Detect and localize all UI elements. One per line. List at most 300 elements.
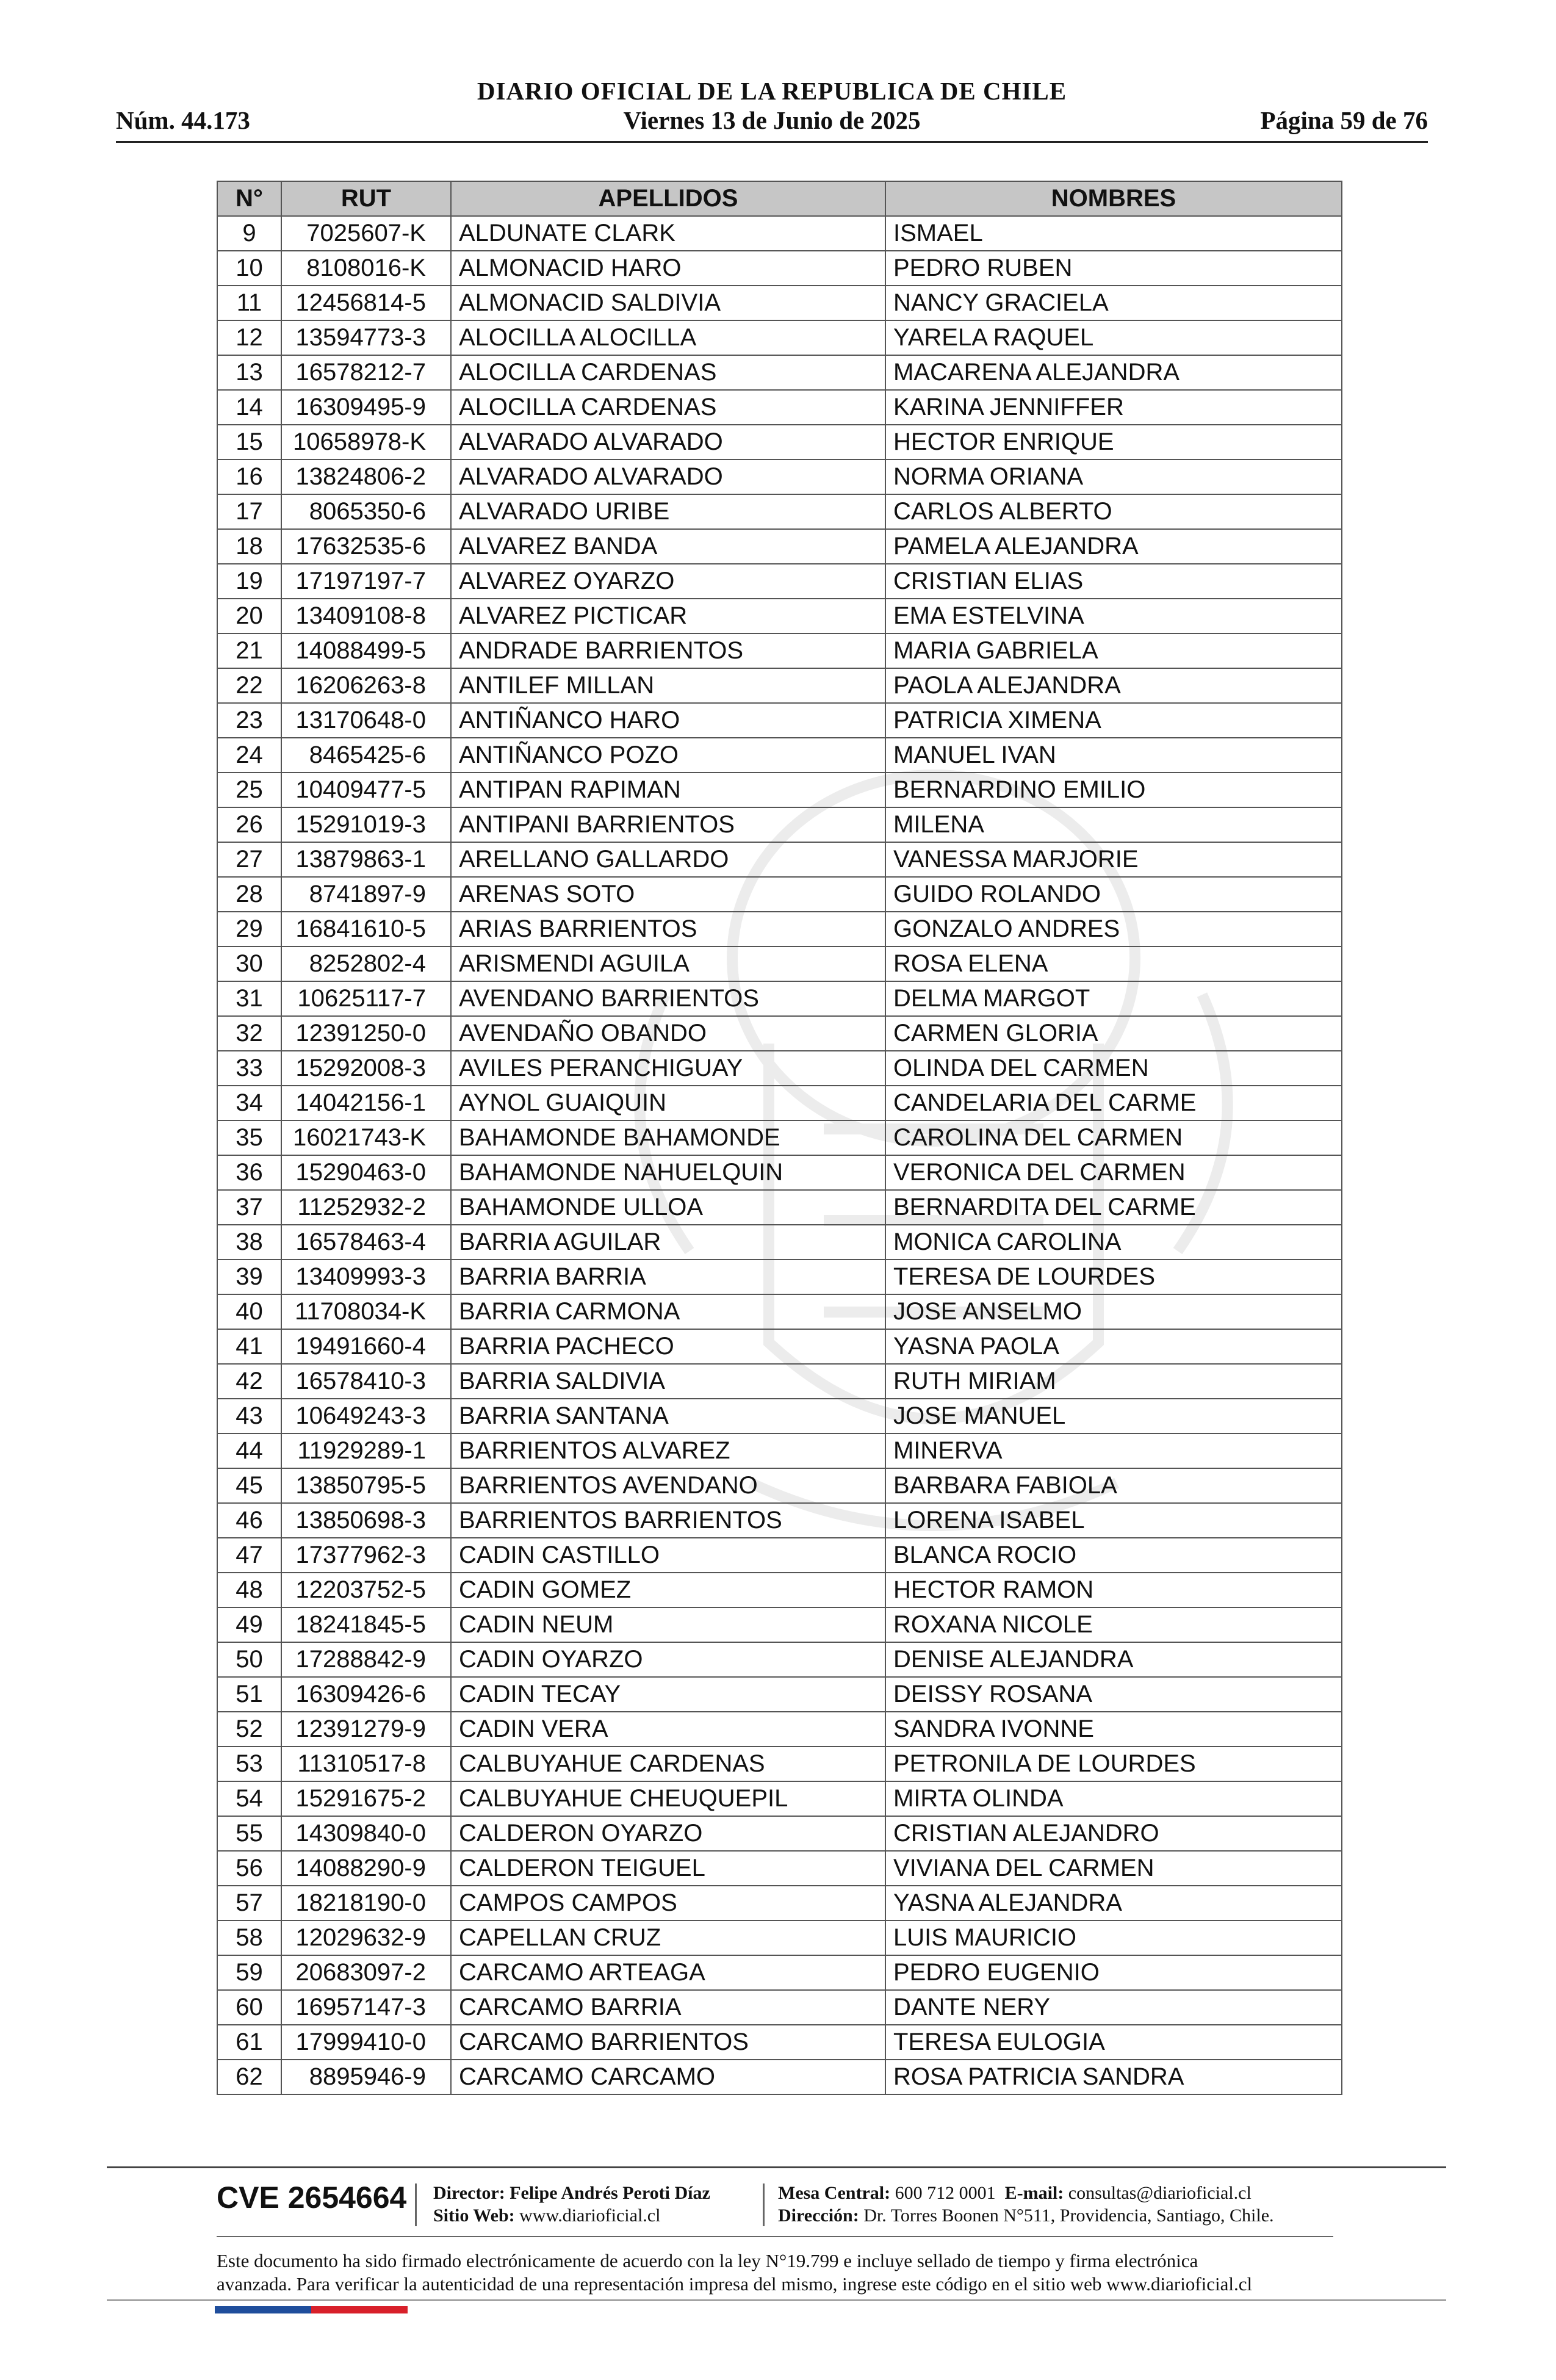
column-header-apellidos: APELLIDOS (451, 181, 885, 216)
row-number-cell: 44 (217, 1433, 281, 1468)
row-number-cell: 23 (217, 703, 281, 738)
rut-cell: 13879863-1 (281, 842, 451, 877)
rut-cell: 14042156-1 (281, 1086, 451, 1120)
table-row (217, 1677, 1342, 1712)
nombres-cell: PEDRO EUGENIO (885, 1955, 1342, 1990)
row-number-cell: 43 (217, 1399, 281, 1433)
nombres-cell: BERNARDITA DEL CARME (885, 1190, 1342, 1225)
rut-cell: 8465425-6 (281, 738, 451, 773)
rut-cell: 8741897-9 (281, 877, 451, 912)
rut-cell: 18241845-5 (281, 1607, 451, 1642)
rut-cell: 8065350-6 (281, 494, 451, 529)
rut-cell: 10625117-7 (281, 981, 451, 1016)
nombres-cell: OLINDA DEL CARMEN (885, 1051, 1342, 1086)
rut-cell: 16578410-3 (281, 1364, 451, 1399)
nombres-cell: BLANCA ROCIO (885, 1538, 1342, 1573)
row-number-cell: 62 (217, 2060, 281, 2094)
nombres-cell: DANTE NERY (885, 1990, 1342, 2025)
apellidos-cell: BAHAMONDE BAHAMONDE (451, 1120, 885, 1155)
table-row (217, 633, 1342, 668)
nombres-cell: BARBARA FABIOLA (885, 1468, 1342, 1503)
rut-cell: 11252932-2 (281, 1190, 451, 1225)
rut-cell: 16309495-9 (281, 390, 451, 425)
rut-cell: 11929289-1 (281, 1433, 451, 1468)
footer-separator (763, 2183, 765, 2226)
row-number-cell: 45 (217, 1468, 281, 1503)
rut-cell: 13409108-8 (281, 599, 451, 633)
nombres-cell: ROSA ELENA (885, 947, 1342, 981)
publication-title: DIARIO OFICIAL DE LA REPUBLICA DE CHILE (477, 77, 1067, 105)
rut-cell: 14088499-5 (281, 633, 451, 668)
row-number-cell: 48 (217, 1573, 281, 1607)
apellidos-cell: ANTIÑANCO POZO (451, 738, 885, 773)
rut-cell: 10409477-5 (281, 773, 451, 807)
rut-cell: 16021743-K (281, 1120, 451, 1155)
table-row (217, 703, 1342, 738)
nombres-cell: CAROLINA DEL CARMEN (885, 1120, 1342, 1155)
table-row (217, 773, 1342, 807)
email-label: E-mail: (1004, 2183, 1064, 2203)
apellidos-cell: CADIN TECAY (451, 1677, 885, 1712)
rut-cell: 13170648-0 (281, 703, 451, 738)
row-number-cell: 53 (217, 1747, 281, 1781)
page-number: Página 59 de 76 (1260, 106, 1428, 134)
table-row (217, 1468, 1342, 1503)
table-row (217, 1329, 1342, 1364)
table-row (217, 2060, 1342, 2094)
table-row (217, 668, 1342, 703)
nombres-cell: ROXANA NICOLE (885, 1607, 1342, 1642)
cve-code: CVE 2654664 (217, 2180, 407, 2215)
email-link[interactable]: consultas@diarioficial.cl (1068, 2183, 1252, 2203)
rut-cell: 11708034-K (281, 1294, 451, 1329)
apellidos-cell: AVENDANO BARRIENTOS (451, 981, 885, 1016)
apellidos-cell: ANTIÑANCO HARO (451, 703, 885, 738)
row-number-cell: 25 (217, 773, 281, 807)
table-row (217, 460, 1342, 494)
footer-inner-divider (217, 2236, 1333, 2237)
header-divider (116, 141, 1428, 143)
rut-cell: 16309426-6 (281, 1677, 451, 1712)
row-number-cell: 60 (217, 1990, 281, 2025)
legal-notice (217, 2249, 1376, 2296)
apellidos-cell: CADIN CASTILLO (451, 1538, 885, 1573)
row-number-cell: 9 (217, 216, 281, 251)
table-row (217, 251, 1342, 286)
apellidos-cell: ANTIPAN RAPIMAN (451, 773, 885, 807)
mesa-label: Mesa Central: (778, 2183, 891, 2203)
row-number-cell: 54 (217, 1781, 281, 1816)
table-row (217, 564, 1342, 599)
rut-cell: 10649243-3 (281, 1399, 451, 1433)
contact-info (778, 2182, 1274, 2227)
table-row (217, 355, 1342, 390)
table-row (217, 1051, 1342, 1086)
row-number-cell: 40 (217, 1294, 281, 1329)
apellidos-cell: ALVAREZ PICTICAR (451, 599, 885, 633)
row-number-cell: 59 (217, 1955, 281, 1990)
direccion-value: Dr. Torres Boonen N°511, Providencia, Santiago, Chile. (863, 2205, 1274, 2226)
apellidos-cell: BAHAMONDE NAHUELQUIN (451, 1155, 885, 1190)
nombres-cell: MINERVA (885, 1433, 1342, 1468)
nombres-cell: YASNA PAOLA (885, 1329, 1342, 1364)
footer-divider (107, 2166, 1446, 2168)
nombres-cell: ISMAEL (885, 216, 1342, 251)
apellidos-cell: BAHAMONDE ULLOA (451, 1190, 885, 1225)
nombres-cell: CARLOS ALBERTO (885, 494, 1342, 529)
rut-cell: 13850698-3 (281, 1503, 451, 1538)
row-number-cell: 38 (217, 1225, 281, 1260)
table-row (217, 1260, 1342, 1294)
table-row (217, 1920, 1342, 1955)
table-row (217, 529, 1342, 564)
row-number-cell: 34 (217, 1086, 281, 1120)
rut-cell: 12391279-9 (281, 1712, 451, 1747)
publication-date: Viernes 13 de Junio de 2025 (623, 106, 921, 134)
row-number-cell: 17 (217, 494, 281, 529)
site-link[interactable]: www.diarioficial.cl (519, 2205, 661, 2226)
rut-cell: 17999410-0 (281, 2025, 451, 2060)
nombres-cell: PAOLA ALEJANDRA (885, 668, 1342, 703)
flag-stripe (215, 2306, 408, 2313)
apellidos-cell: BARRIA AGUILAR (451, 1225, 885, 1260)
nombres-cell: JOSE ANSELMO (885, 1294, 1342, 1329)
apellidos-cell: ARENAS SOTO (451, 877, 885, 912)
table-row (217, 1781, 1342, 1816)
apellidos-cell: BARRIA SALDIVIA (451, 1364, 885, 1399)
rut-cell: 12391250-0 (281, 1016, 451, 1051)
nombres-cell: CANDELARIA DEL CARME (885, 1086, 1342, 1120)
rut-cell: 8895946-9 (281, 2060, 451, 2094)
nombres-cell: MARIA GABRIELA (885, 633, 1342, 668)
nombres-cell: PAMELA ALEJANDRA (885, 529, 1342, 564)
director-info (433, 2182, 710, 2227)
table-row (217, 494, 1342, 529)
direccion-label: Dirección: (778, 2205, 859, 2226)
nombres-cell: HECTOR RAMON (885, 1573, 1342, 1607)
rut-cell: 10658978-K (281, 425, 451, 460)
nombres-cell: LUIS MAURICIO (885, 1920, 1342, 1955)
nombres-cell: GUIDO ROLANDO (885, 877, 1342, 912)
page-header (116, 76, 1428, 143)
row-number-cell: 20 (217, 599, 281, 633)
director-name: Felipe Andrés Peroti Díaz (510, 2183, 710, 2203)
rut-cell: 17632535-6 (281, 529, 451, 564)
apellidos-cell: CALDERON OYARZO (451, 1816, 885, 1851)
row-number-cell: 46 (217, 1503, 281, 1538)
nombres-cell: MANUEL IVAN (885, 738, 1342, 773)
apellidos-cell: BARRIA CARMONA (451, 1294, 885, 1329)
table-row (217, 1190, 1342, 1225)
row-number-cell: 33 (217, 1051, 281, 1086)
row-number-cell: 47 (217, 1538, 281, 1573)
director-label: Director: (433, 2183, 505, 2203)
nombres-cell: JOSE MANUEL (885, 1399, 1342, 1433)
nombres-cell: BERNARDINO EMILIO (885, 773, 1342, 807)
row-number-cell: 26 (217, 807, 281, 842)
apellidos-cell: CADIN OYARZO (451, 1642, 885, 1677)
nombres-cell: DEISSY ROSANA (885, 1677, 1342, 1712)
row-number-cell: 49 (217, 1607, 281, 1642)
table-row (217, 1642, 1342, 1677)
row-number-cell: 41 (217, 1329, 281, 1364)
nombres-cell: MACARENA ALEJANDRA (885, 355, 1342, 390)
registry-table (217, 181, 1342, 2095)
table-row (217, 1955, 1342, 1990)
table-row (217, 842, 1342, 877)
row-number-cell: 61 (217, 2025, 281, 2060)
table-row (217, 1433, 1342, 1468)
row-number-cell: 16 (217, 460, 281, 494)
apellidos-cell: ALDUNATE CLARK (451, 216, 885, 251)
table-row (217, 1990, 1342, 2025)
table-row (217, 1816, 1342, 1851)
row-number-cell: 12 (217, 320, 281, 355)
table-row (217, 1747, 1342, 1781)
apellidos-cell: CAMPOS CAMPOS (451, 1886, 885, 1920)
table-row (217, 216, 1342, 251)
nombres-cell: RUTH MIRIAM (885, 1364, 1342, 1399)
row-number-cell: 37 (217, 1190, 281, 1225)
nombres-cell: HECTOR ENRIQUE (885, 425, 1342, 460)
apellidos-cell: BARRIA BARRIA (451, 1260, 885, 1294)
rut-cell: 18218190-0 (281, 1886, 451, 1920)
nombres-cell: VIVIANA DEL CARMEN (885, 1851, 1342, 1886)
table-row (217, 1016, 1342, 1051)
nombres-cell: CRISTIAN ELIAS (885, 564, 1342, 599)
apellidos-cell: ALMONACID HARO (451, 251, 885, 286)
rut-cell: 17377962-3 (281, 1538, 451, 1573)
rut-cell: 17197197-7 (281, 564, 451, 599)
row-number-cell: 22 (217, 668, 281, 703)
apellidos-cell: BARRIENTOS AVENDANO (451, 1468, 885, 1503)
table-row (217, 320, 1342, 355)
table-row (217, 1086, 1342, 1120)
row-number-cell: 51 (217, 1677, 281, 1712)
nombres-cell: GONZALO ANDRES (885, 912, 1342, 947)
apellidos-cell: CARCAMO ARTEAGA (451, 1955, 885, 1990)
rut-cell: 14309840-0 (281, 1816, 451, 1851)
rut-cell: 16578463-4 (281, 1225, 451, 1260)
table-row (217, 1155, 1342, 1190)
table-row (217, 1712, 1342, 1747)
nombres-cell: LORENA ISABEL (885, 1503, 1342, 1538)
row-number-cell: 15 (217, 425, 281, 460)
row-number-cell: 56 (217, 1851, 281, 1886)
nombres-cell: VERONICA DEL CARMEN (885, 1155, 1342, 1190)
nombres-cell: PATRICIA XIMENA (885, 703, 1342, 738)
rut-cell: 16206263-8 (281, 668, 451, 703)
nombres-cell: ROSA PATRICIA SANDRA (885, 2060, 1342, 2094)
row-number-cell: 39 (217, 1260, 281, 1294)
rut-cell: 13824806-2 (281, 460, 451, 494)
nombres-cell: MIRTA OLINDA (885, 1781, 1342, 1816)
rut-cell: 19491660-4 (281, 1329, 451, 1364)
apellidos-cell: ALOCILLA ALOCILLA (451, 320, 885, 355)
rut-cell: 12029632-9 (281, 1920, 451, 1955)
table-row (217, 1573, 1342, 1607)
apellidos-cell: CALBUYAHUE CARDENAS (451, 1747, 885, 1781)
apellidos-cell: BARRIENTOS BARRIENTOS (451, 1503, 885, 1538)
rut-cell: 16578212-7 (281, 355, 451, 390)
rut-cell: 8108016-K (281, 251, 451, 286)
table-row (217, 738, 1342, 773)
table-row (217, 1886, 1342, 1920)
row-number-cell: 55 (217, 1816, 281, 1851)
apellidos-cell: ALMONACID SALDIVIA (451, 286, 885, 320)
apellidos-cell: AYNOL GUAIQUIN (451, 1086, 885, 1120)
nombres-cell: CRISTIAN ALEJANDRO (885, 1816, 1342, 1851)
column-header-nombres: NOMBRES (885, 181, 1342, 216)
row-number-cell: 35 (217, 1120, 281, 1155)
apellidos-cell: CADIN NEUM (451, 1607, 885, 1642)
row-number-cell: 42 (217, 1364, 281, 1399)
apellidos-cell: ANTIPANI BARRIENTOS (451, 807, 885, 842)
apellidos-cell: CALBUYAHUE CHEUQUEPIL (451, 1781, 885, 1816)
table-row (217, 1120, 1342, 1155)
rut-cell: 8252802-4 (281, 947, 451, 981)
rut-cell: 20683097-2 (281, 1955, 451, 1990)
apellidos-cell: CADIN VERA (451, 1712, 885, 1747)
apellidos-cell: CARCAMO CARCAMO (451, 2060, 885, 2094)
footer-separator (415, 2183, 417, 2226)
row-number-cell: 21 (217, 633, 281, 668)
table-row (217, 877, 1342, 912)
rut-cell: 12456814-5 (281, 286, 451, 320)
nombres-cell: NANCY GRACIELA (885, 286, 1342, 320)
apellidos-cell: AVENDAÑO OBANDO (451, 1016, 885, 1051)
nombres-cell: DENISE ALEJANDRA (885, 1642, 1342, 1677)
nombres-cell: SANDRA IVONNE (885, 1712, 1342, 1747)
nombres-cell: MONICA CAROLINA (885, 1225, 1342, 1260)
nombres-cell: EMA ESTELVINA (885, 599, 1342, 633)
table-row (217, 1399, 1342, 1433)
rut-cell: 17288842-9 (281, 1642, 451, 1677)
table-row (217, 947, 1342, 981)
nombres-cell: KARINA JENNIFFER (885, 390, 1342, 425)
nombres-cell: CARMEN GLORIA (885, 1016, 1342, 1051)
nombres-cell: PEDRO RUBEN (885, 251, 1342, 286)
nombres-cell: TERESA EULOGIA (885, 2025, 1342, 2060)
table-row (217, 1225, 1342, 1260)
rut-cell: 12203752-5 (281, 1573, 451, 1607)
apellidos-cell: CALDERON TEIGUEL (451, 1851, 885, 1886)
row-number-cell: 24 (217, 738, 281, 773)
table-row (217, 912, 1342, 947)
apellidos-cell: BARRIA SANTANA (451, 1399, 885, 1433)
table-row (217, 1294, 1342, 1329)
apellidos-cell: ALVAREZ OYARZO (451, 564, 885, 599)
apellidos-cell: CARCAMO BARRIENTOS (451, 2025, 885, 2060)
apellidos-cell: CADIN GOMEZ (451, 1573, 885, 1607)
table-row (217, 1364, 1342, 1399)
nombres-cell: NORMA ORIANA (885, 460, 1342, 494)
apellidos-cell: ALVAREZ BANDA (451, 529, 885, 564)
row-number-cell: 32 (217, 1016, 281, 1051)
apellidos-cell: CAPELLAN CRUZ (451, 1920, 885, 1955)
apellidos-cell: ALOCILLA CARDENAS (451, 355, 885, 390)
table-row (217, 1607, 1342, 1642)
rut-cell: 15290463-0 (281, 1155, 451, 1190)
row-number-cell: 58 (217, 1920, 281, 1955)
apellidos-cell: CARCAMO BARRIA (451, 1990, 885, 2025)
column-header-rut: RUT (281, 181, 451, 216)
nombres-cell: VANESSA MARJORIE (885, 842, 1342, 877)
table-row (217, 1538, 1342, 1573)
rut-cell: 15291675-2 (281, 1781, 451, 1816)
row-number-cell: 11 (217, 286, 281, 320)
table-row (217, 1503, 1342, 1538)
row-number-cell: 50 (217, 1642, 281, 1677)
apellidos-cell: ANTILEF MILLAN (451, 668, 885, 703)
apellidos-cell: ALVARADO ALVARADO (451, 425, 885, 460)
rut-cell: 14088290-9 (281, 1851, 451, 1886)
rut-cell: 13850795-5 (281, 1468, 451, 1503)
rut-cell: 13409993-3 (281, 1260, 451, 1294)
table-row (217, 599, 1342, 633)
row-number-cell: 52 (217, 1712, 281, 1747)
nombres-cell: DELMA MARGOT (885, 981, 1342, 1016)
apellidos-cell: ARISMENDI AGUILA (451, 947, 885, 981)
row-number-cell: 57 (217, 1886, 281, 1920)
rut-cell: 16841610-5 (281, 912, 451, 947)
row-number-cell: 28 (217, 877, 281, 912)
site-label: Sitio Web: (433, 2205, 515, 2226)
row-number-cell: 31 (217, 981, 281, 1016)
row-number-cell: 30 (217, 947, 281, 981)
rut-cell: 7025607-K (281, 216, 451, 251)
row-number-cell: 13 (217, 355, 281, 390)
flag-blue-stripe (215, 2306, 311, 2313)
apellidos-cell: ALOCILLA CARDENAS (451, 390, 885, 425)
footer-bottom-divider (107, 2299, 1446, 2301)
table-row (217, 807, 1342, 842)
apellidos-cell: ALVARADO URIBE (451, 494, 885, 529)
nombres-cell: TERESA DE LOURDES (885, 1260, 1342, 1294)
nombres-cell: PETRONILA DE LOURDES (885, 1747, 1342, 1781)
row-number-cell: 29 (217, 912, 281, 947)
table-row (217, 981, 1342, 1016)
rut-cell: 15292008-3 (281, 1051, 451, 1086)
row-number-cell: 36 (217, 1155, 281, 1190)
nombres-cell: MILENA (885, 807, 1342, 842)
apellidos-cell: ARELLANO GALLARDO (451, 842, 885, 877)
column-header-number: N° (217, 181, 281, 216)
mesa-phone: 600 712 0001 (895, 2183, 996, 2203)
apellidos-cell: ANDRADE BARRIENTOS (451, 633, 885, 668)
table-row (217, 1851, 1342, 1886)
table-row (217, 390, 1342, 425)
rut-cell: 13594773-3 (281, 320, 451, 355)
row-number-cell: 14 (217, 390, 281, 425)
legal-line: Este documento ha sido firmado electrónicamente de acuerdo con la ley N°19.799 e incluye sellado de tiempo y firma electrónica (217, 2250, 1198, 2271)
row-number-cell: 18 (217, 529, 281, 564)
rut-cell: 11310517-8 (281, 1747, 451, 1781)
apellidos-cell: BARRIENTOS ALVAREZ (451, 1433, 885, 1468)
row-number-cell: 19 (217, 564, 281, 599)
table-row (217, 286, 1342, 320)
apellidos-cell: AVILES PERANCHIGUAY (451, 1051, 885, 1086)
apellidos-cell: ALVARADO ALVARADO (451, 460, 885, 494)
nombres-cell: YARELA RAQUEL (885, 320, 1342, 355)
nombres-cell: YASNA ALEJANDRA (885, 1886, 1342, 1920)
table-row (217, 425, 1342, 460)
table-header-row (217, 181, 1342, 216)
row-number-cell: 27 (217, 842, 281, 877)
flag-red-stripe (311, 2306, 408, 2313)
rut-cell: 16957147-3 (281, 1990, 451, 2025)
issue-number: Núm. 44.173 (116, 106, 250, 134)
